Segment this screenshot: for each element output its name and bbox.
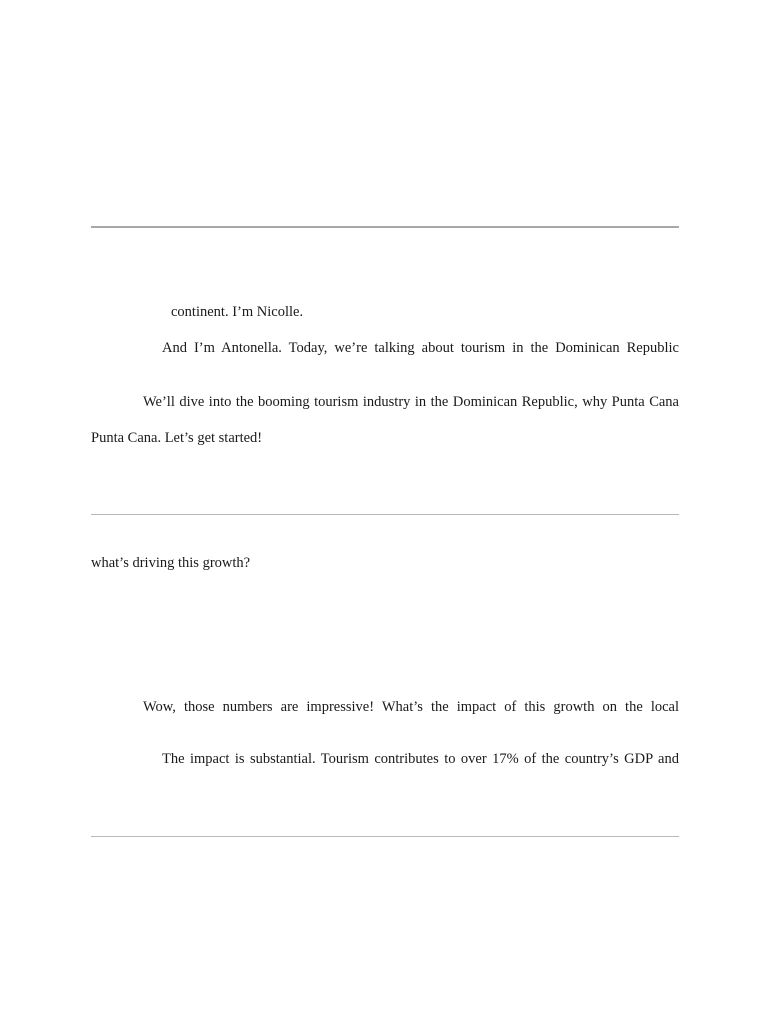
section-divider-bottom (91, 836, 679, 837)
text-line-7: The impact is substantial. Tourism contributes to over 17% of the country’s GDP and (162, 751, 679, 767)
text-line-3: We’ll dive into the booming tourism industry in the Dominican Republic, why Punta Cana (143, 394, 679, 410)
section-divider-middle (91, 514, 679, 515)
text-line-1: continent. I’m Nicolle. (171, 304, 304, 320)
text-line-2: And I’m Antonella. Today, we’re talking about tourism in the Dominican Republic (162, 340, 679, 356)
section-divider-top (91, 226, 679, 228)
text-line-5: what’s driving this growth? (91, 555, 251, 571)
text-line-6: Wow, those numbers are impressive! What’s the impact of this growth on the local (143, 699, 679, 715)
text-line-4: Punta Cana. Let’s get started! (91, 430, 263, 446)
